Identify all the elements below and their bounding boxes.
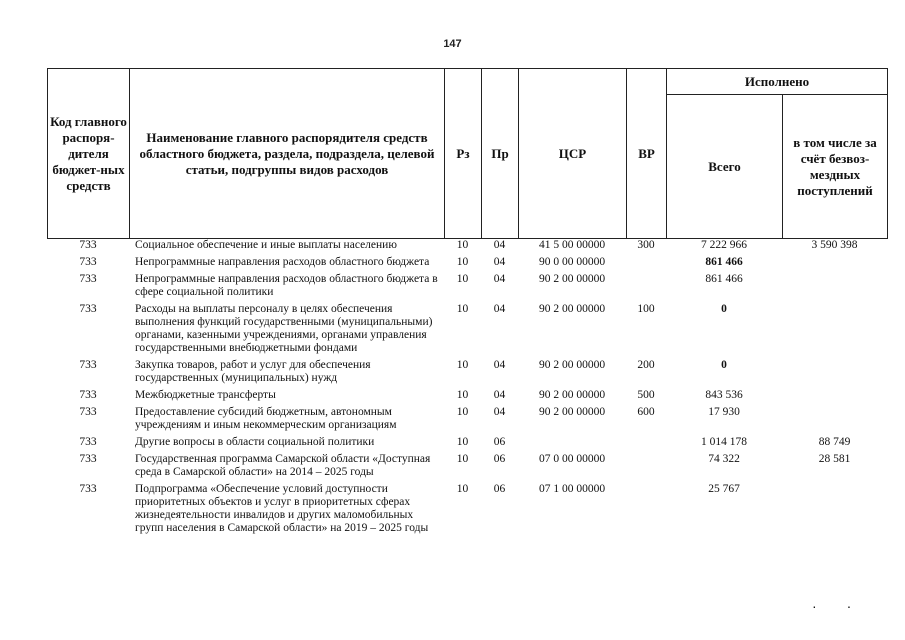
cell-name: Непрограммные направления расходов областного бюджета в сфере социальной политики xyxy=(135,273,438,298)
cell-kod: 733 xyxy=(79,256,97,268)
cell-kod: 733 xyxy=(79,389,97,401)
cell-vtch: 3 590 398 xyxy=(811,239,858,251)
table-row xyxy=(47,238,887,255)
header-vr: ВР xyxy=(627,69,667,239)
header-pr: Пр xyxy=(482,69,519,239)
cell-vtch: 28 581 xyxy=(818,453,851,465)
cell-vtch xyxy=(782,272,887,302)
table-row xyxy=(47,435,887,452)
cell-vsego: 0 xyxy=(721,303,727,315)
cell-pr: 04 xyxy=(493,256,506,268)
cell-name: Межбюджетные трансферты xyxy=(135,389,276,401)
cell-vr: 200 xyxy=(637,359,655,371)
header-vtch: в том числе за счёт безвоз-мездных поступлений xyxy=(783,95,888,239)
cell-kod: 733 xyxy=(79,406,97,418)
header-rz: Рз xyxy=(445,69,482,239)
cell-pr: 04 xyxy=(493,303,506,315)
cell-vr: 100 xyxy=(637,303,655,315)
cell-vr: 300 xyxy=(637,239,655,251)
table-row xyxy=(47,272,887,302)
cell-rz: 10 xyxy=(456,406,469,418)
cell-name: Закупка товаров, работ и услуг для обеспечения государственных (муниципальных) нужд xyxy=(135,359,371,384)
cell-vr xyxy=(626,255,666,272)
cell-vr xyxy=(626,272,666,302)
cell-csr: 41 5 00 00000 xyxy=(538,239,606,251)
cell-pr: 04 xyxy=(493,273,506,285)
cell-vr: 600 xyxy=(637,406,655,418)
cell-kod: 733 xyxy=(79,436,97,448)
cell-csr: 90 2 00 00000 xyxy=(538,406,606,418)
cell-name: Социальное обеспечение и иные выплаты населению xyxy=(135,239,397,251)
page-number: 147 xyxy=(443,38,462,50)
cell-kod: 733 xyxy=(79,483,97,495)
cell-csr: 90 2 00 00000 xyxy=(538,273,606,285)
cell-vsego: 25 767 xyxy=(708,483,740,495)
cell-vtch xyxy=(782,388,887,405)
cell-name: Государственная программа Самарской области «Доступная среда в Самарской области» на 2014 – 2025 годы xyxy=(135,453,431,478)
cell-vr xyxy=(626,435,666,452)
cell-csr: 90 2 00 00000 xyxy=(538,303,606,315)
cell-pr: 06 xyxy=(493,483,506,495)
table-row xyxy=(47,482,887,538)
table-row xyxy=(47,452,887,482)
cell-vtch xyxy=(782,302,887,358)
header-csr: ЦСР xyxy=(519,69,627,239)
cell-pr: 04 xyxy=(493,359,506,371)
cell-pr: 04 xyxy=(493,389,506,401)
table-row xyxy=(47,405,887,435)
cell-vsego: 861 466 xyxy=(705,256,743,268)
cell-kod: 733 xyxy=(79,359,97,371)
cell-csr: 90 0 00 00000 xyxy=(538,256,606,268)
cell-vsego: 74 322 xyxy=(708,453,740,465)
cell-vsego: 0 xyxy=(721,359,727,371)
table-row xyxy=(47,358,887,388)
cell-csr xyxy=(518,435,626,452)
cell-rz: 10 xyxy=(456,483,469,495)
cell-vtch xyxy=(782,405,887,435)
cell-rz: 10 xyxy=(456,453,469,465)
cell-vsego: 7 222 966 xyxy=(701,239,747,251)
cell-pr: 04 xyxy=(493,239,506,251)
cell-name: Предоставление субсидий бюджетным, автономным учреждениям и иным некоммерческим организациям xyxy=(135,406,397,431)
cell-name: Непрограммные направления расходов областного бюджета xyxy=(135,256,430,268)
cell-vsego: 1 014 178 xyxy=(701,436,747,448)
cell-csr: 07 1 00 00000 xyxy=(538,483,606,495)
table-body xyxy=(47,238,887,538)
cell-rz: 10 xyxy=(456,436,469,448)
cell-csr: 07 0 00 00000 xyxy=(538,453,606,465)
cell-vsego: 843 536 xyxy=(705,389,743,401)
cell-rz: 10 xyxy=(456,303,469,315)
cell-vr xyxy=(626,452,666,482)
cell-vtch: 88 749 xyxy=(818,436,851,448)
table-row xyxy=(47,302,887,358)
cell-vr xyxy=(626,482,666,538)
cell-name: Подпрограмма «Обеспечение условий доступности приоритетных объектов и услуг в приоритетных сферах жизнедеятельности инвалидов и других маломобильных групп населения в Самарской области» на 2019 – 2025 годы xyxy=(135,483,429,534)
cell-vtch xyxy=(782,358,887,388)
page-dots: ·· xyxy=(812,598,882,614)
cell-kod: 733 xyxy=(79,303,97,315)
cell-pr: 04 xyxy=(493,406,506,418)
header-kod: Код главного распоря-дителя бюджет-ных средств xyxy=(48,69,130,239)
cell-rz: 10 xyxy=(456,239,469,251)
cell-csr: 90 2 00 00000 xyxy=(538,389,606,401)
cell-pr: 06 xyxy=(493,436,506,448)
table-row xyxy=(47,388,887,405)
cell-csr: 90 2 00 00000 xyxy=(538,359,606,371)
cell-vtch xyxy=(782,482,887,538)
cell-pr: 06 xyxy=(493,453,506,465)
cell-kod: 733 xyxy=(79,239,97,251)
cell-vr: 500 xyxy=(637,389,655,401)
cell-rz: 10 xyxy=(456,273,469,285)
table-header xyxy=(47,68,888,239)
cell-kod: 733 xyxy=(79,453,97,465)
cell-vsego: 861 466 xyxy=(705,273,743,285)
table-row xyxy=(47,255,887,272)
header-ispolneno: Исполнено xyxy=(667,69,888,95)
header-vsego: Всего xyxy=(667,95,783,239)
cell-rz: 10 xyxy=(456,256,469,268)
cell-name: Другие вопросы в области социальной политики xyxy=(135,436,375,448)
cell-kod: 733 xyxy=(79,273,97,285)
header-name: Наименование главного распорядителя средств областного бюджета, раздела, подраздела, целевой статьи, подгруппы видов расходов xyxy=(130,69,445,239)
cell-rz: 10 xyxy=(456,359,469,371)
cell-rz: 10 xyxy=(456,389,469,401)
cell-name: Расходы на выплаты персоналу в целях обеспечения выполнения функций государственными (муниципальными) органами, казенными учреждениями, органами управления государственными внебюджетными фондами xyxy=(135,303,433,354)
cell-vtch xyxy=(782,255,887,272)
cell-vsego: 17 930 xyxy=(708,406,740,418)
